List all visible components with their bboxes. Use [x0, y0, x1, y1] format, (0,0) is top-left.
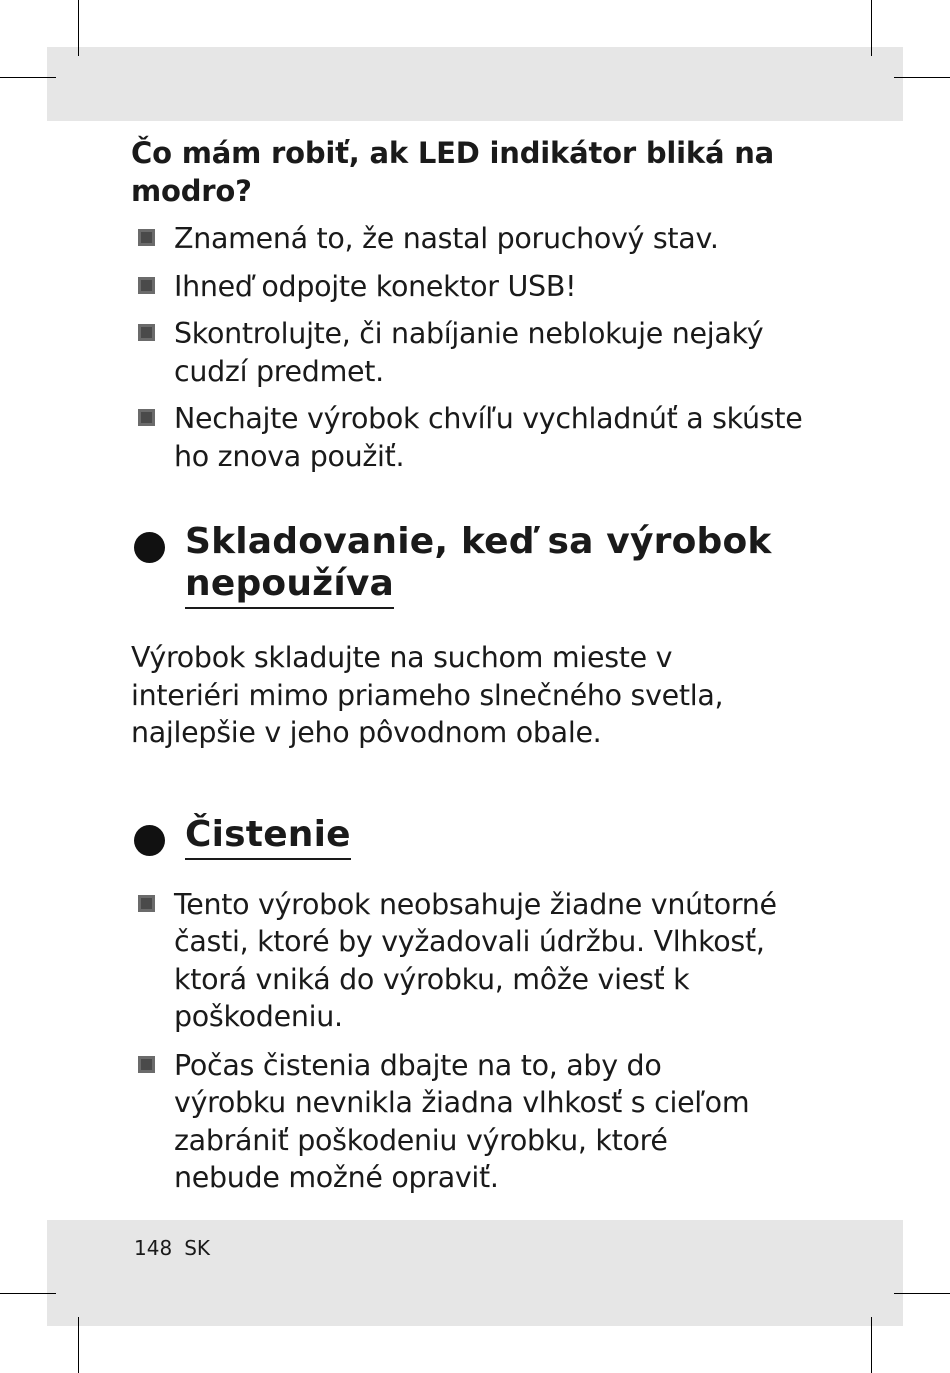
square-bullet-icon	[138, 409, 155, 426]
page-number: 148	[134, 1236, 173, 1260]
bullet-dot-icon	[134, 825, 165, 856]
square-bullet-icon	[138, 1056, 155, 1073]
crop-mark	[0, 77, 56, 78]
list-item: Počas čistenia dbajte na to, aby do výrobku nevnikla žiadna vlhkosť s cieľom zabrániť poškodeniu výrobku, ktoré nebude možné opraviť.	[131, 1047, 754, 1197]
storage-heading-line1: Skladovanie, keď sa výrobok	[185, 521, 772, 562]
troubleshoot-title: Čo mám robiť, ak LED indikátor bliká na modro?	[131, 136, 775, 208]
crop-mark	[871, 0, 872, 56]
list-item: Znamená to, že nastal poruchový stav.	[131, 220, 811, 258]
storage-heading-line2: nepoužíva	[185, 563, 394, 609]
storage-text: Výrobok skladujte na suchom mieste v interiéri mimo priameho slnečného svetla, najlepšie v jeho pôvodnom obale.	[131, 641, 724, 749]
storage-heading	[131, 521, 811, 605]
cleaning-heading	[131, 814, 811, 856]
square-bullet-icon	[138, 324, 155, 341]
square-bullet-icon	[138, 277, 155, 294]
crop-mark	[78, 1317, 79, 1373]
crop-mark	[871, 1317, 872, 1373]
bullet-dot-icon	[134, 532, 165, 563]
crop-mark	[78, 0, 79, 56]
list-item: Tento výrobok neobsahuje žiadne vnútorné časti, ktoré by vyžadovali údržbu. Vlhkosť, ktorá vniká do výrobku, môže viesť k poškodeniu.	[131, 886, 806, 1036]
crop-mark	[894, 1293, 950, 1294]
list-item: Ihneď odpojte konektor USB!	[131, 268, 811, 306]
crop-mark	[894, 77, 950, 78]
language-code: SK	[184, 1236, 210, 1260]
list-item: Nechajte výrobok chvíľu vychladnúť a skúste ho znova použiť.	[131, 400, 804, 475]
cleaning-heading-text: Čistenie	[185, 814, 351, 860]
list-item: Skontrolujte, či nabíjanie neblokuje nejaký cudzí predmet.	[131, 315, 804, 390]
square-bullet-icon	[138, 229, 155, 246]
troubleshoot-list	[131, 220, 811, 475]
page-footer	[134, 1236, 210, 1260]
header-band	[47, 47, 903, 121]
page-content	[131, 134, 811, 1197]
crop-mark	[0, 1293, 56, 1294]
cleaning-list	[131, 886, 811, 1197]
square-bullet-icon	[138, 895, 155, 912]
